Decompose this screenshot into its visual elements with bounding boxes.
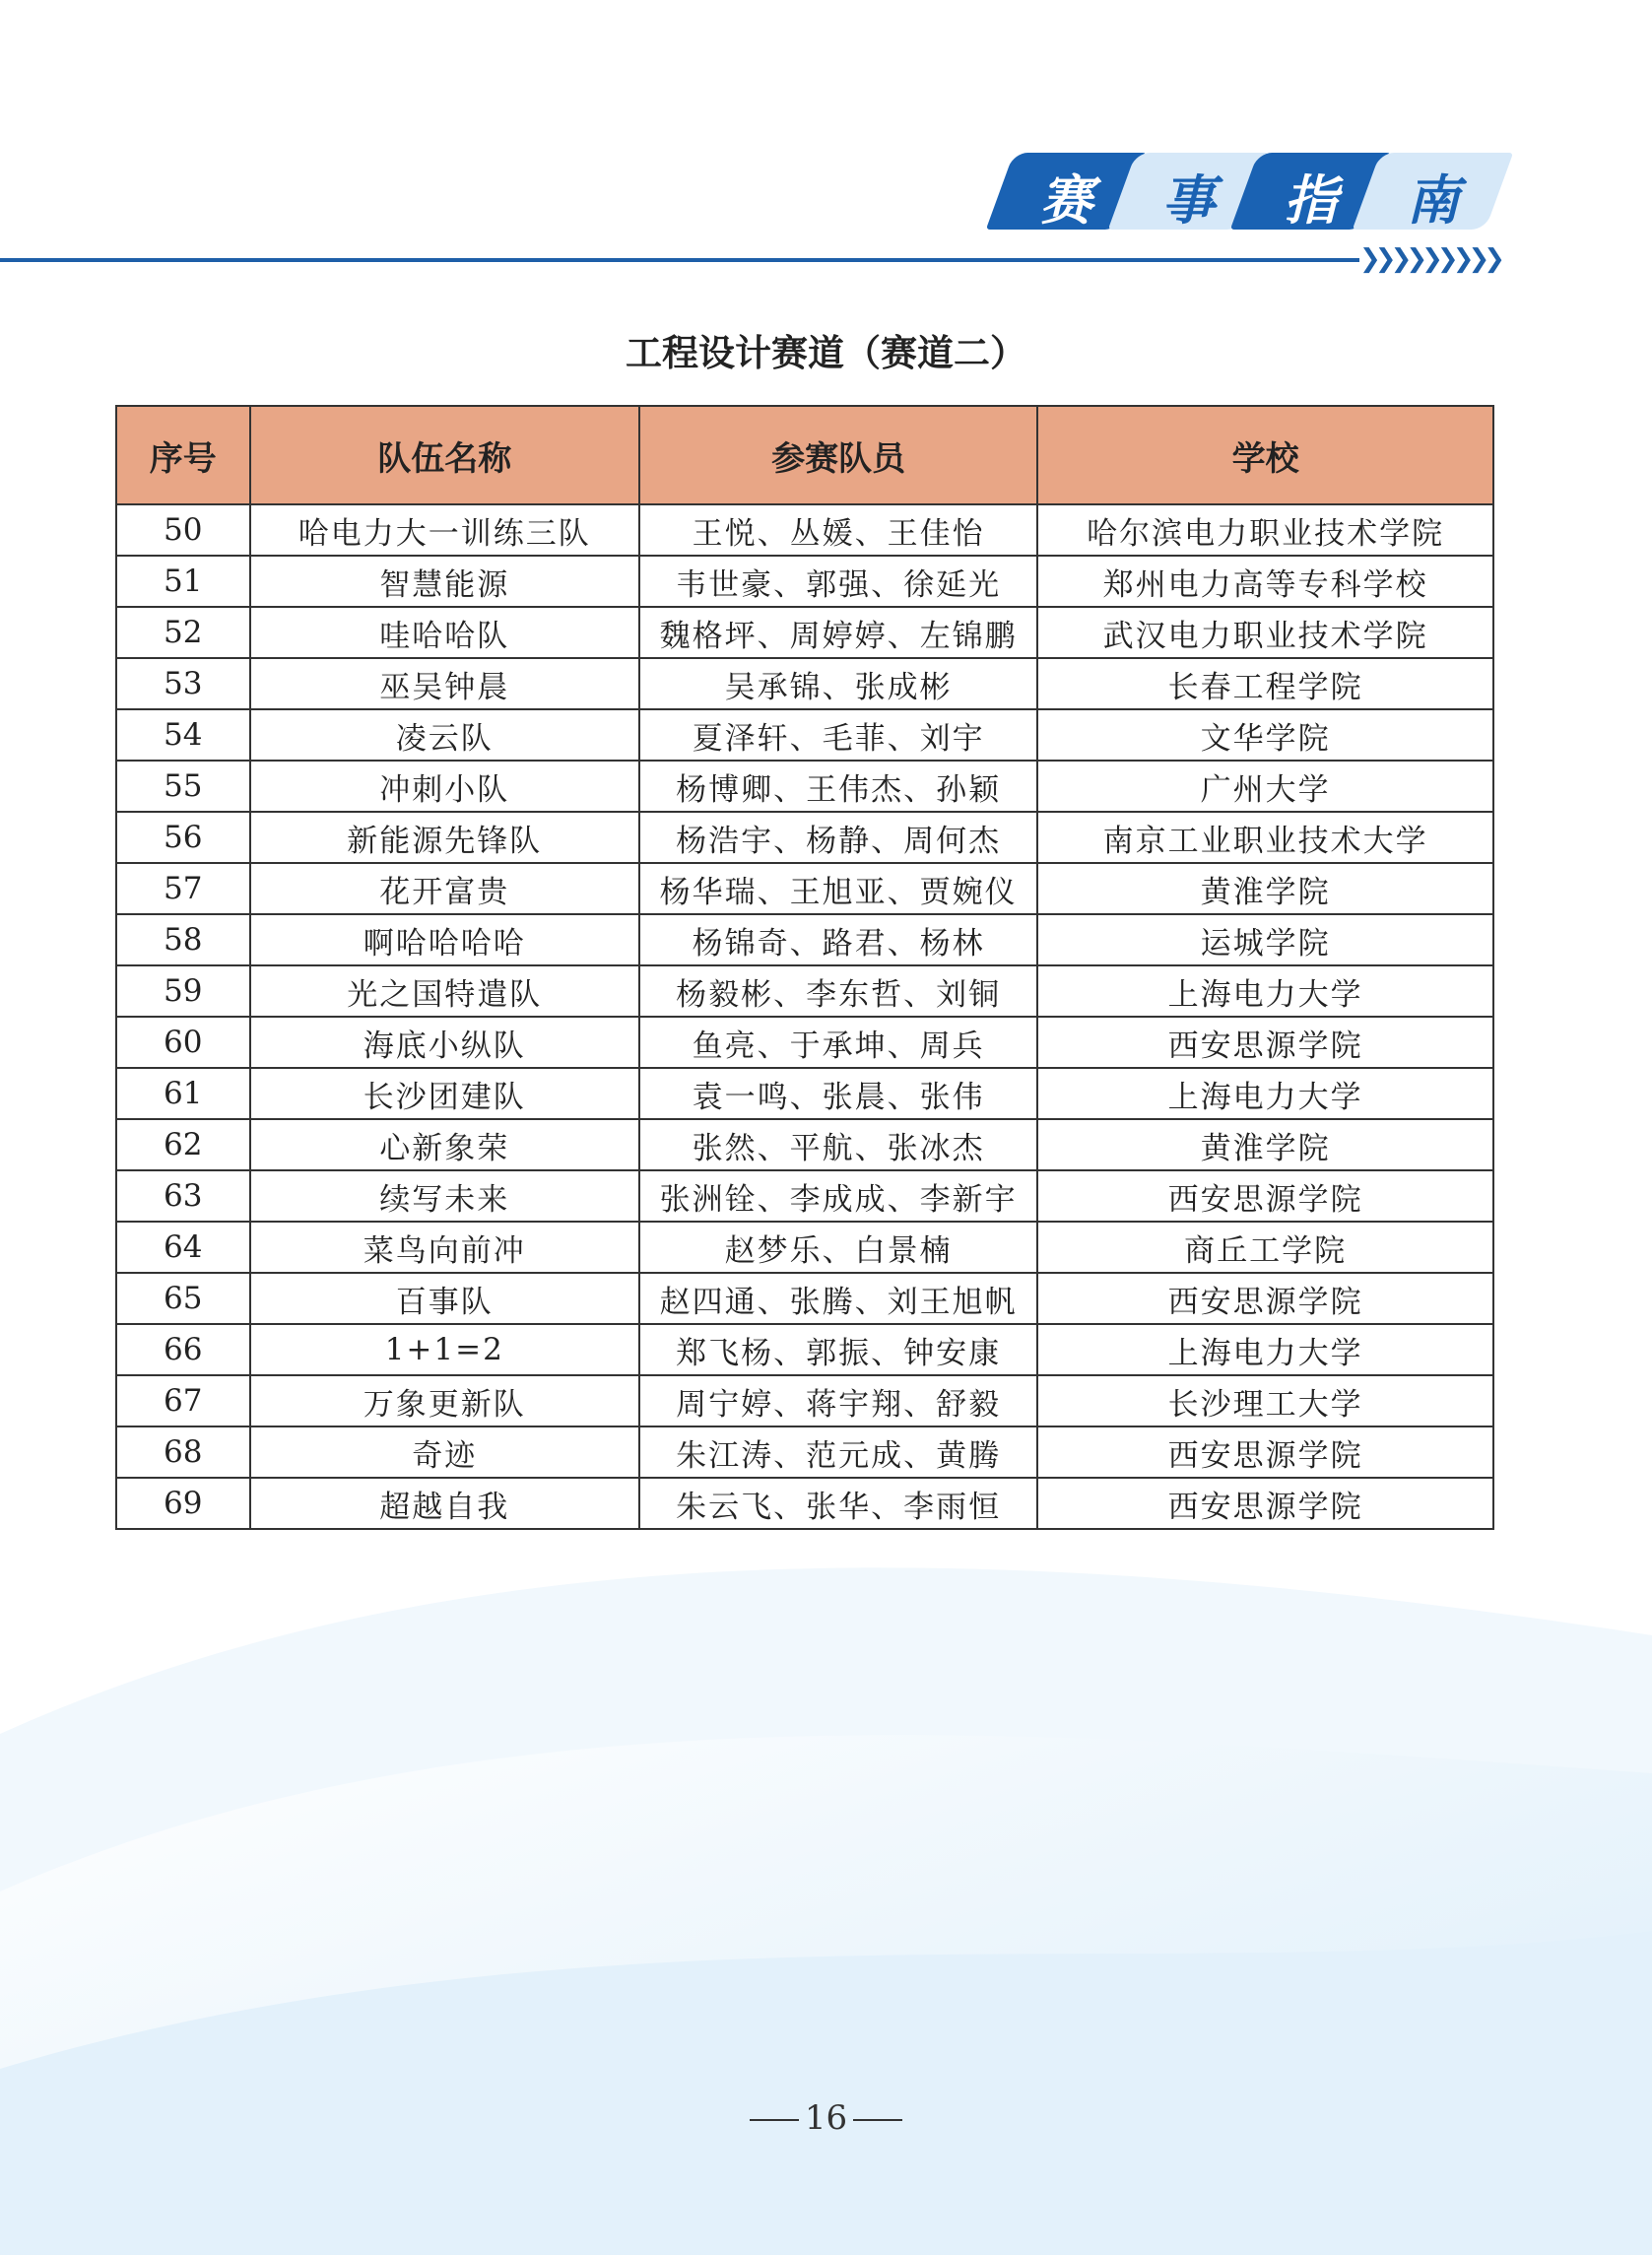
- table-row: [116, 1478, 1493, 1529]
- page-title: 工程设计赛道（赛道二）: [626, 332, 1026, 374]
- cell-school: 西安思源学院: [1037, 1170, 1493, 1222]
- cell-school: 南京工业职业技术大学: [1037, 812, 1493, 863]
- cell-team-name: 冲刺小队: [250, 761, 640, 812]
- chevron-arrows-icon: ❯❯❯❯❯❯❯❯❯: [1359, 244, 1500, 274]
- cell-number: 68: [116, 1426, 250, 1478]
- table-row: [116, 914, 1493, 965]
- column-header-team: 队伍名称: [250, 406, 640, 504]
- cell-members: 王悦、丛媛、王佳怡: [639, 504, 1037, 556]
- cell-school: 商丘工学院: [1037, 1222, 1493, 1273]
- cell-school: 武汉电力职业技术学院: [1037, 607, 1493, 658]
- cell-team-name: 新能源先锋队: [250, 812, 640, 863]
- cell-number: 55: [116, 761, 250, 812]
- cell-members: 赵梦乐、白景楠: [639, 1222, 1037, 1273]
- cell-number: 50: [116, 504, 250, 556]
- cell-number: 51: [116, 556, 250, 607]
- cell-team-name: 啊哈哈哈哈: [250, 914, 640, 965]
- footer-dash: [750, 2119, 799, 2121]
- cell-school: 西安思源学院: [1037, 1478, 1493, 1529]
- cell-members: 杨浩宇、杨静、周何杰: [639, 812, 1037, 863]
- table-row: [116, 1375, 1493, 1426]
- table-row: [116, 1222, 1493, 1273]
- cell-team-name: 超越自我: [250, 1478, 640, 1529]
- cell-number: 63: [116, 1170, 250, 1222]
- cell-school: 上海电力大学: [1037, 1068, 1493, 1119]
- cell-number: 65: [116, 1273, 250, 1324]
- cell-school: 运城学院: [1037, 914, 1493, 965]
- table-body: [116, 504, 1493, 1529]
- table-row: [116, 607, 1493, 658]
- cell-team-name: 心新象荣: [250, 1119, 640, 1170]
- table-header-row: [116, 406, 1493, 504]
- cell-members: 杨博卿、王伟杰、孙颖: [639, 761, 1037, 812]
- cell-number: 54: [116, 709, 250, 761]
- cell-number: 53: [116, 658, 250, 709]
- cell-members: 郑飞杨、郭振、钟安康: [639, 1324, 1037, 1375]
- table-row: [116, 761, 1493, 812]
- footer-dash: [853, 2119, 902, 2121]
- cell-team-name: 长沙团建队: [250, 1068, 640, 1119]
- cell-number: 66: [116, 1324, 250, 1375]
- cell-members: 周宁婷、蒋宇翔、舒毅: [639, 1375, 1037, 1426]
- cell-team-name: 光之国特遣队: [250, 965, 640, 1017]
- table-row: [116, 1426, 1493, 1478]
- cell-members: 吴承锦、张成彬: [639, 658, 1037, 709]
- table-row: [116, 1017, 1493, 1068]
- cell-team-name: 百事队: [250, 1273, 640, 1324]
- cell-team-name: 奇迹: [250, 1426, 640, 1478]
- cell-members: 杨锦奇、路君、杨林: [639, 914, 1037, 965]
- cell-team-name: 巫吴钟晨: [250, 658, 640, 709]
- cell-team-name: 菜鸟向前冲: [250, 1222, 640, 1273]
- cell-members: 魏格坪、周婷婷、左锦鹏: [639, 607, 1037, 658]
- cell-members: 袁一鸣、张晨、张伟: [639, 1068, 1037, 1119]
- cell-members: 朱江涛、范元成、黄腾: [639, 1426, 1037, 1478]
- table-row: [116, 812, 1493, 863]
- background-wave: [0, 1478, 1652, 2255]
- cell-members: 鱼亮、于承坤、周兵: [639, 1017, 1037, 1068]
- cell-school: 长春工程学院: [1037, 658, 1493, 709]
- cell-members: 赵四通、张腾、刘王旭帆: [639, 1273, 1037, 1324]
- cell-members: 韦世豪、郭强、徐延光: [639, 556, 1037, 607]
- cell-number: 56: [116, 812, 250, 863]
- cell-team-name: 凌云队: [250, 709, 640, 761]
- page-footer: [0, 2098, 1652, 2138]
- table-row: [116, 1119, 1493, 1170]
- table-row: [116, 1324, 1493, 1375]
- cell-members: 张洲铨、李成成、李新宇: [639, 1170, 1037, 1222]
- table-row: [116, 1273, 1493, 1324]
- cell-team-name: 智慧能源: [250, 556, 640, 607]
- team-roster-table: [115, 405, 1494, 1530]
- cell-number: 52: [116, 607, 250, 658]
- cell-number: 67: [116, 1375, 250, 1426]
- cell-team-name: 花开富贵: [250, 863, 640, 914]
- table-row: [116, 1068, 1493, 1119]
- table-row: [116, 658, 1493, 709]
- cell-school: 长沙理工大学: [1037, 1375, 1493, 1426]
- cell-number: 59: [116, 965, 250, 1017]
- cell-number: 61: [116, 1068, 250, 1119]
- cell-members: 杨毅彬、李东哲、刘铜: [639, 965, 1037, 1017]
- cell-school: 黄淮学院: [1037, 863, 1493, 914]
- cell-number: 60: [116, 1017, 250, 1068]
- cell-number: 64: [116, 1222, 250, 1273]
- cell-number: 62: [116, 1119, 250, 1170]
- cell-school: 广州大学: [1037, 761, 1493, 812]
- cell-school: 西安思源学院: [1037, 1017, 1493, 1068]
- cell-school: 上海电力大学: [1037, 965, 1493, 1017]
- cell-school: 西安思源学院: [1037, 1273, 1493, 1324]
- cell-team-name: 哇哈哈队: [250, 607, 640, 658]
- banner-char: 指: [1284, 169, 1338, 232]
- cell-team-name: 哈电力大一训练三队: [250, 504, 640, 556]
- cell-school: 上海电力大学: [1037, 1324, 1493, 1375]
- cell-school: 黄淮学院: [1037, 1119, 1493, 1170]
- cell-school: 西安思源学院: [1037, 1426, 1493, 1478]
- banner-char: 南: [1406, 169, 1460, 232]
- table-row: [116, 709, 1493, 761]
- table-row: [116, 1170, 1493, 1222]
- banner-char: 事: [1161, 169, 1216, 232]
- cell-team-name: 海底小纵队: [250, 1017, 640, 1068]
- cell-members: 夏泽轩、毛菲、刘宇: [639, 709, 1037, 761]
- header-rule: [0, 258, 1359, 262]
- cell-number: 57: [116, 863, 250, 914]
- cell-team-name: 1+1=2: [250, 1324, 640, 1375]
- cell-school: 哈尔滨电力职业技术学院: [1037, 504, 1493, 556]
- cell-team-name: 万象更新队: [250, 1375, 640, 1426]
- table-row: [116, 556, 1493, 607]
- banner-char: 赛: [1039, 169, 1093, 232]
- table-row: [116, 504, 1493, 556]
- column-header-school: 学校: [1037, 406, 1493, 504]
- cell-number: 69: [116, 1478, 250, 1529]
- cell-members: 朱云飞、张华、李雨恒: [639, 1478, 1037, 1529]
- cell-school: 文华学院: [1037, 709, 1493, 761]
- cell-team-name: 续写未来: [250, 1170, 640, 1222]
- cell-members: 张然、平航、张冰杰: [639, 1119, 1037, 1170]
- column-header-number: 序号: [116, 406, 250, 504]
- table-row: [116, 965, 1493, 1017]
- cell-number: 58: [116, 914, 250, 965]
- table-row: [116, 863, 1493, 914]
- cell-members: 杨华瑞、王旭亚、贾婉仪: [639, 863, 1037, 914]
- page-number: 16: [804, 2098, 848, 2138]
- cell-school: 郑州电力高等专科学校: [1037, 556, 1493, 607]
- column-header-members: 参赛队员: [639, 406, 1037, 504]
